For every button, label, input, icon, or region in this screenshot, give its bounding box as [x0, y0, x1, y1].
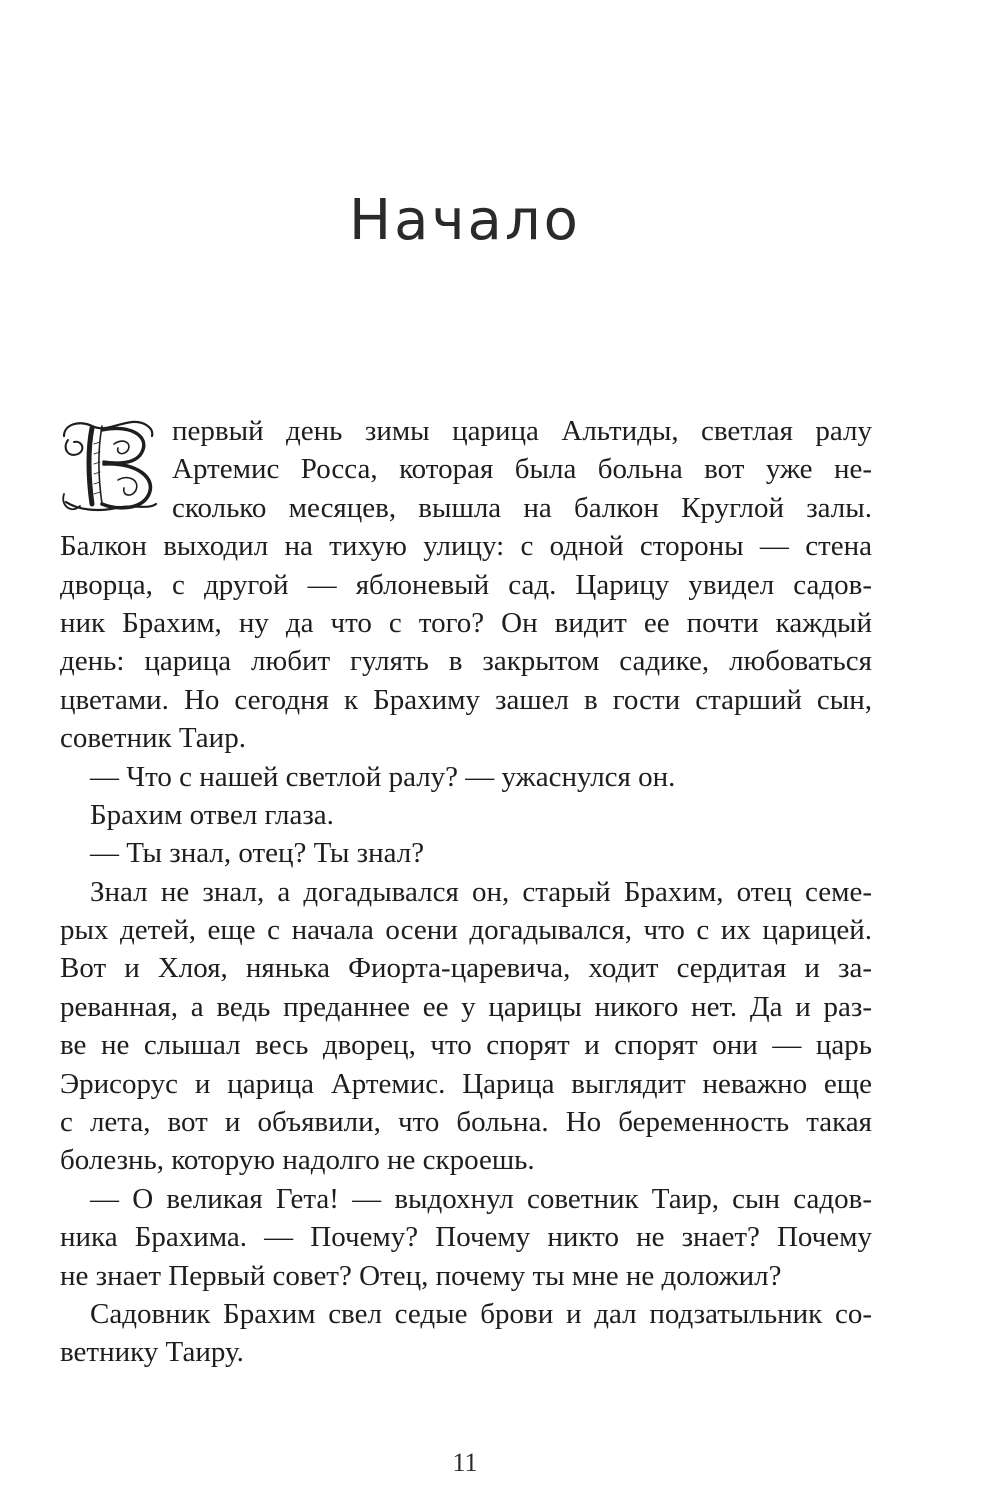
text-line: дворца, с другой — яблоневый сад. Царицу увидел садов- — [60, 568, 872, 601]
text-line: Садовник Брахим свел седые брови и дал подзатыльник со- — [90, 1297, 872, 1330]
text-line: ника Брахима. — Почему? Почему никто не знает? Почему — [60, 1221, 872, 1254]
text-line: с лета, вот и объявили, что больна. Но беременность такая — [60, 1106, 872, 1139]
text-line: реванная, а ведь преданнее ее у царицы никого нет. Да и раз- — [60, 990, 872, 1023]
text-line: не знает Первый совет? Отец, почему ты мне не доложил? — [60, 1259, 782, 1292]
text-line: день: царица любит гулять в закрытом садике, любоваться — [60, 645, 872, 678]
text-line: Балкон выходил на тихую улицу: с одной стороны — стена — [60, 530, 872, 563]
text-line: Брахим отвел глаза. — [90, 798, 334, 831]
text-line: первый день зимы царица Альтиды, светлая ралу — [172, 415, 872, 447]
text-line: ве не слышал весь дворец, что спорят и спорят они — царь — [60, 1029, 872, 1062]
text-line: Артемис Росса, которая была больна вот уже не- — [172, 453, 872, 486]
text-line: сколько месяцев, вышла на балкон Круглой залы. — [172, 491, 872, 524]
text-line: рых детей, еще с начала осени догадывался, что с их царицей. — [60, 914, 872, 947]
text-line: болезнь, которую надолго не скроешь. — [60, 1144, 535, 1177]
text-line: — Ты знал, отец? Ты знал? — [90, 837, 425, 870]
text-line: цветами. Но сегодня к Брахиму зашел в гости старший сын, — [60, 683, 872, 716]
text-line: ветнику Таиру. — [60, 1336, 244, 1369]
chapter-body — [60, 412, 872, 1372]
text-line: — О великая Гета! — выдохнул советник Таир, сын садов- — [90, 1182, 872, 1215]
text-line: — Что с нашей светлой ралу? — ужаснулся он. — [90, 760, 676, 793]
text-line: Вот и Хлоя, нянька Фиорта-царевича, ходит сердитая и за- — [60, 952, 872, 985]
text-line: Эрисорус и царица Артемис. Царица выглядит неважно еще — [60, 1067, 872, 1100]
text-line: Знал не знал, а догадывался он, старый Брахим, отец семе- — [90, 875, 872, 908]
chapter-title: Начало — [349, 188, 581, 253]
text-line: советник Таир. — [60, 722, 246, 755]
page-number: 11 — [452, 1448, 478, 1477]
text-line: ник Брахим, ну да что с того? Он видит ее почти каждый — [60, 606, 872, 639]
